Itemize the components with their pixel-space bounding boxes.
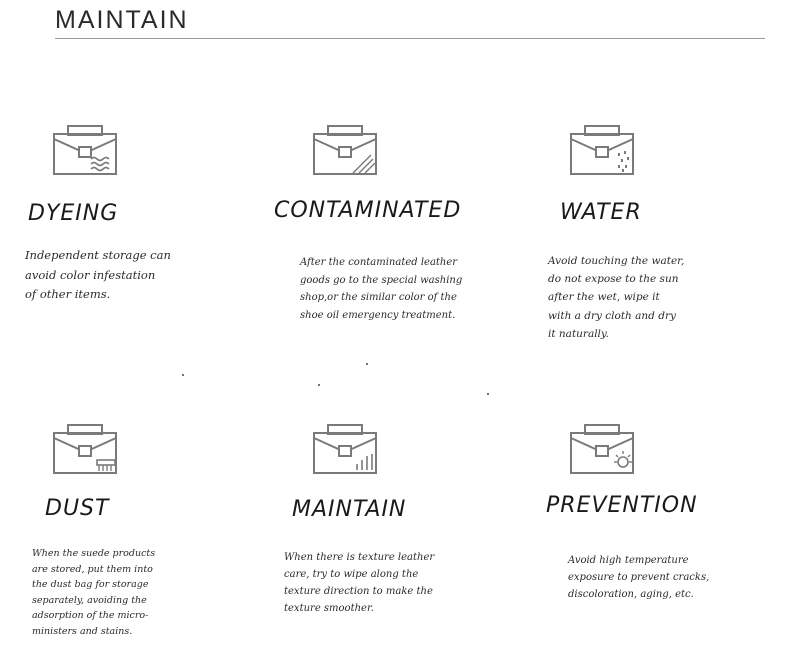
card-title: DYEING: [28, 201, 119, 226]
description-line: do not expose to the sun: [548, 273, 679, 286]
description-line: discoloration, aging, etc.: [568, 588, 694, 600]
card-title: CONTAMINATED: [274, 198, 462, 223]
description-line: shop,or the similar color of the: [300, 292, 457, 304]
speck: [318, 384, 320, 386]
briefcase-brush-icon: [53, 424, 117, 474]
description-line: When there is texture leather: [284, 552, 435, 563]
briefcase-sun-icon: [570, 424, 634, 474]
card-title: PREVENTION: [546, 493, 698, 518]
speck: [182, 374, 184, 376]
card-title: MAINTAIN: [292, 497, 407, 522]
description-line: separately, avoiding the: [32, 594, 147, 606]
description-line: avoid color infestation: [25, 267, 156, 282]
card-description: [32, 546, 155, 639]
description-line: ministers and stains.: [32, 625, 133, 637]
description-line: care, try to wipe along the: [284, 569, 419, 580]
card-title: WATER: [560, 200, 642, 225]
description-line: exposure to prevent cracks,: [568, 571, 710, 583]
card-description: [25, 246, 171, 305]
description-line: the dust bag for storage: [32, 579, 149, 590]
description-line: Avoid touching the water,: [548, 255, 685, 267]
card-title: DUST: [45, 496, 110, 521]
description-line: after the wet, wipe it: [548, 291, 660, 304]
description-line: goods go to the special washing: [300, 274, 463, 286]
briefcase-wave-icon: [53, 125, 117, 175]
speck: [487, 393, 489, 395]
description-line: After the contaminated leather: [300, 257, 458, 268]
description-line: it naturally.: [548, 327, 609, 340]
description-line: are stored, put them into: [32, 563, 153, 575]
speck: [366, 363, 368, 365]
description-line: shoe oil emergency treatment.: [300, 310, 456, 322]
description-line: of other items.: [25, 287, 111, 301]
description-line: with a dry cloth and dry: [548, 309, 676, 322]
description-line: Independent storage can: [25, 248, 171, 262]
page-title: MAINTAIN: [55, 6, 189, 34]
description-line: Avoid high temperature: [568, 555, 689, 566]
header-divider: [55, 38, 765, 39]
card-description: [284, 549, 434, 617]
briefcase-stain-icon: [313, 125, 377, 175]
card-description: [300, 254, 462, 325]
description-line: texture smoother.: [284, 603, 374, 614]
description-line: adsorption of the micro-: [32, 610, 149, 621]
card-description: [568, 553, 709, 603]
briefcase-droplets-icon: [570, 125, 634, 175]
description-line: texture direction to make the: [284, 586, 433, 597]
description-line: When the suede products: [32, 548, 156, 559]
briefcase-texture-icon: [313, 424, 377, 474]
card-description: [548, 252, 684, 343]
